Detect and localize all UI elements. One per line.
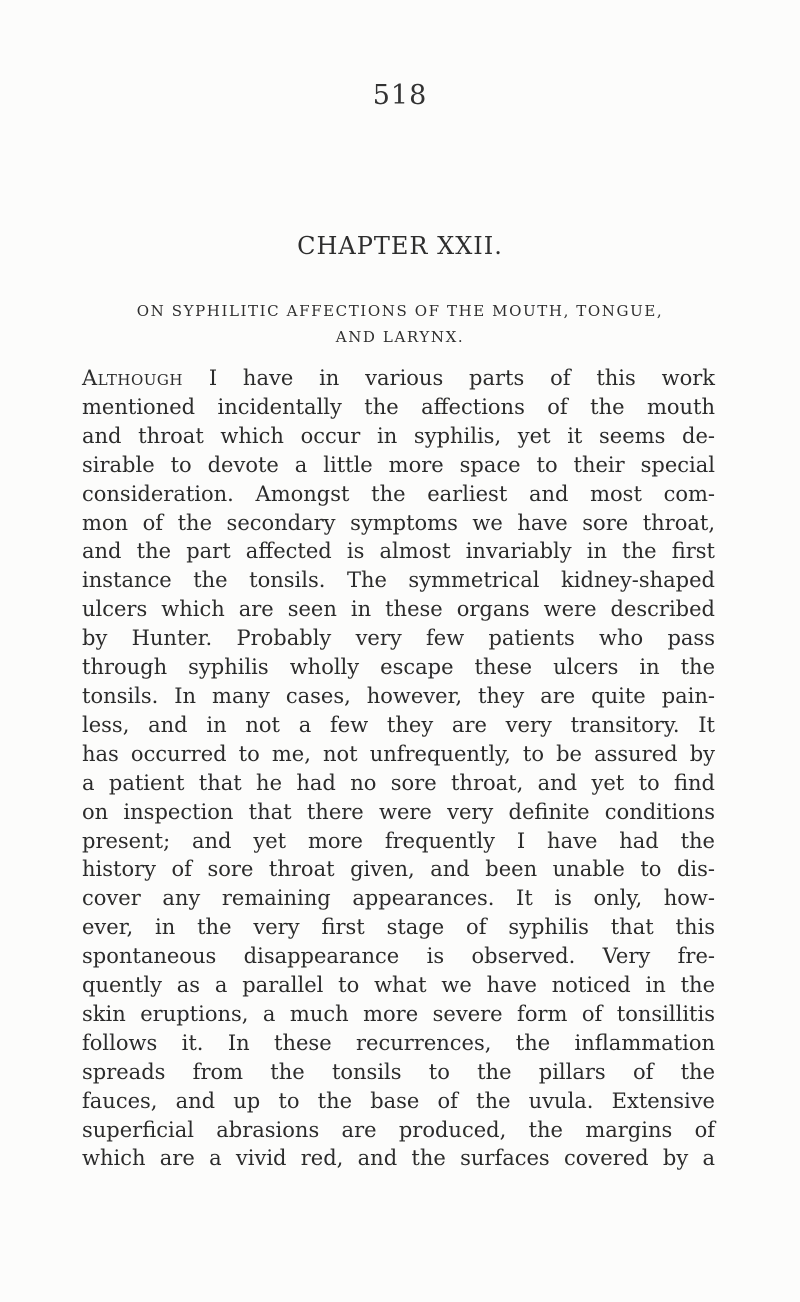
body-line: ever, in the very first stage of syphilis that this <box>82 915 715 940</box>
body-line: which are a vivid red, and the surfaces covered by a <box>82 1146 715 1171</box>
body-line: has occurred to me, not unfrequently, to be assured by <box>82 741 715 766</box>
body-line: mentioned incidentally the affections of the mouth <box>82 394 715 419</box>
body-line: follows it. In these recurrences, the inflammation <box>82 1030 715 1055</box>
chapter-subtitle <box>70 298 730 350</box>
body-line: and throat which occur in syphilis, yet it seems de- <box>82 423 715 448</box>
body-line: instance the tonsils. The symmetrical kidney-shaped <box>82 568 715 593</box>
body-line: spreads from the tonsils to the pillars of the <box>82 1059 715 1084</box>
body-line: present; and yet more frequently I have had the <box>82 828 715 853</box>
body-line: ulcers which are seen in these organs were described <box>82 597 715 622</box>
body-line-1-rest: I have in various parts of this work <box>183 366 715 390</box>
body-line: a patient that he had no sore throat, and yet to find <box>82 770 715 795</box>
body-line: skin eruptions, a much more severe form of tonsillitis <box>82 1001 715 1026</box>
body-line: mon of the secondary symptoms we have sore throat, <box>82 510 715 535</box>
chapter-subtitle-line-1: ON SYPHILITIC AFFECTIONS OF THE MOUTH, TONGUE, <box>136 302 664 320</box>
body-line: by Hunter. Probably very few patients who pass <box>82 626 715 651</box>
chapter-title: CHAPTER XXII. <box>297 232 503 260</box>
body-line: tonsils. In many cases, however, they are quite pain- <box>82 683 715 708</box>
body-line: spontaneous disappearance is observed. Very fre- <box>82 944 715 969</box>
body-line: fauces, and up to the base of the uvula. Extensive <box>82 1088 715 1113</box>
body-line: consideration. Amongst the earliest and most com- <box>82 481 715 506</box>
body-line: history of sore throat given, and been unable to dis- <box>82 857 715 882</box>
body-line: and the part affected is almost invariably in the first <box>82 539 715 564</box>
body-line: through syphilis wholly escape these ulcers in the <box>82 655 715 680</box>
body-line: superficial abrasions are produced, the margins of <box>82 1117 715 1142</box>
body-line-1 <box>82 364 715 393</box>
body-line: sirable to devote a little more space to their special <box>82 452 715 477</box>
body-line: on inspection that there were very definite conditions <box>82 799 715 824</box>
opening-word: Although <box>82 366 183 390</box>
page-number: 518 <box>372 80 428 111</box>
chapter-subtitle-line-2: AND LARYNX. <box>335 328 465 346</box>
body-paragraph <box>82 364 715 1173</box>
body-line: quently as a parallel to what we have noticed in the <box>82 973 715 998</box>
body-line: cover any remaining appearances. It is only, how- <box>82 886 715 911</box>
body-line: less, and in not a few they are very transitory. It <box>82 712 715 737</box>
